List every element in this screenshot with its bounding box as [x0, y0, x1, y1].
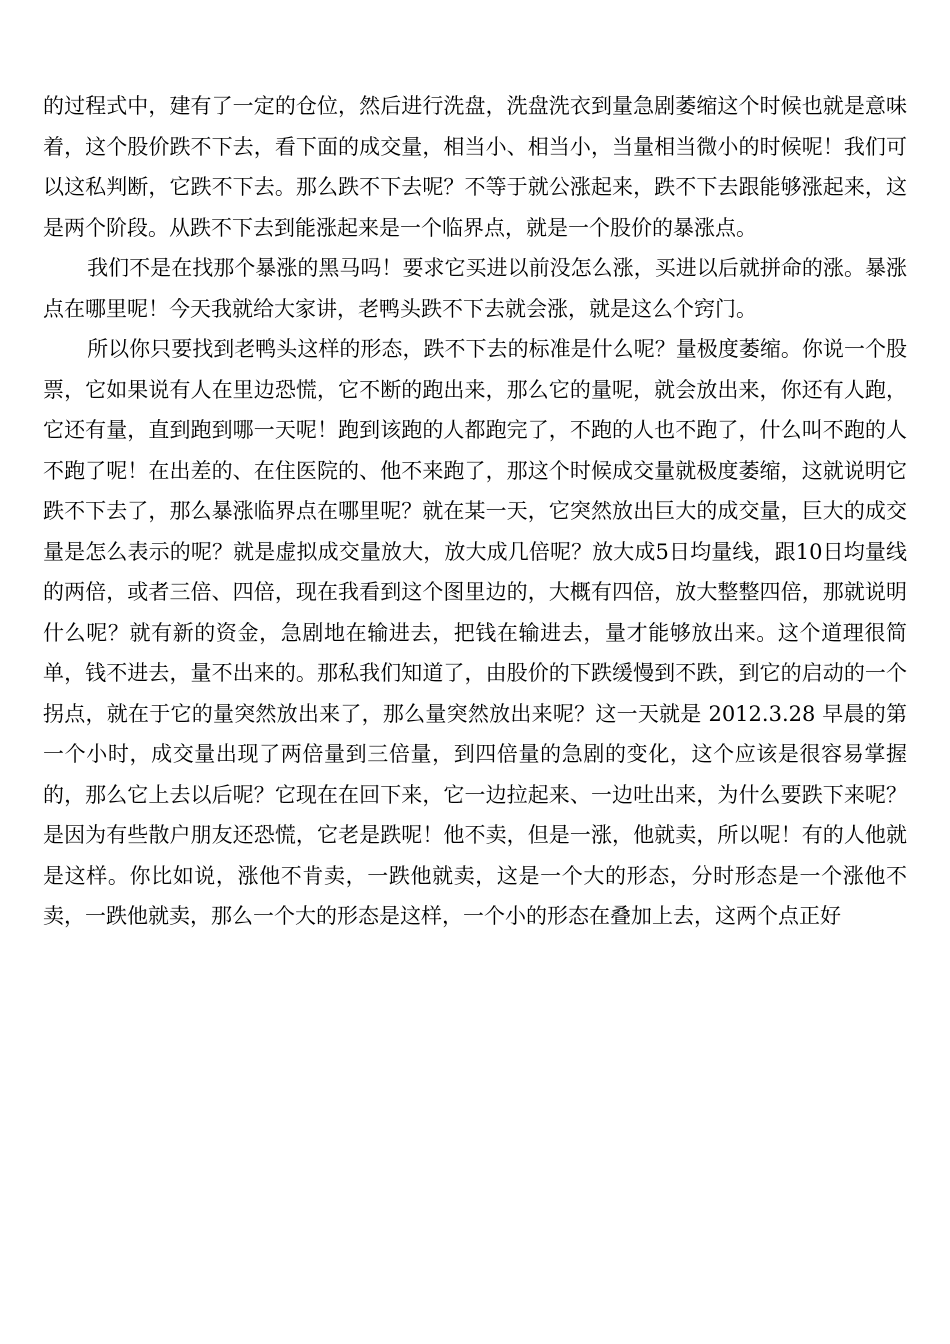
paragraph-2: 我们不是在找那个暴涨的黑马吗！要求它买进以前没怎么涨，买进以后就拼命的涨。暴涨点在哪里呢！今天我就给大家讲，老鸭头跌不下去就会涨，就是这么个窍门。 — [43, 256, 907, 321]
document-page — [43, 86, 907, 937]
paragraph-3: 所以你只要找到老鸭头这样的形态，跌不下去的标准是什么呢？量极度萎缩。你说一个股票，它如果说有人在里边恐慌，它不断的跑出来，那么它的量呢，就会放出来，你还有人跑，它还有量，直到跑到哪一天呢！跑到该跑的人都跑完了，不跑的人也不跑了，什么叫不跑的人不跑了呢！在出差的、在住医院的、他不来跑了，那这个时候成交量就极度萎缩，这就说明它跌不下去了，那么暴涨临界点在哪里呢？就在某一天，它突然放出巨大的成交量，巨大的成交量是怎么表示的呢？就是虚拟成交量放大，放大成几倍呢？放大成5日均量线，跟10日均量线的两倍，或者三倍、四倍，现在我看到这个图里边的，大概有四倍，放大整整四倍，那就说明什么呢？就有新的资金，急剧地在输进去，把钱在输进去，量才能够放出来。这个道理很简单，钱不进去，量不出来的。那私我们知道了，由股价的下跌缓慢到不跌，到它的启动的一个拐点，就在于它的量突然放出来了，那么量突然放出来呢？这一天就是 2012.3.28 早晨的第一个小时，成交量出现了两倍量到三倍量，到四倍量的急剧的变化，这个应该是很容易掌握的，那么它上去以后呢？它现在在回下来，它一边拉起来、一边吐出来，为什么要跌下来呢？是因为有些散户朋友还恐慌，它老是跌呢！他不卖，但是一涨，他就卖，所以呢！有的人他就是这样。你比如说，涨他不肯卖，一跌他就卖，这是一个大的形态，分时形态是一个涨他不卖，一跌他就卖，那么一个大的形态是这样，一个小的形态在叠加上去，这两个点正好 — [43, 337, 907, 928]
paragraph-1: 的过程式中，建有了一定的仓位，然后进行洗盘，洗盘洗衣到量急剧萎缩这个时候也就是意味着，这个股价跌不下去，看下面的成交量，相当小、相当小，当量相当微小的时候呢！我们可以这私判断，它跌不下去。那么跌不下去呢？不等于就公涨起来，跌不下去跟能够涨起来，这是两个阶段。从跌不下去到能涨起来是一个临界点，就是一个股价的暴涨点。 — [43, 94, 907, 240]
